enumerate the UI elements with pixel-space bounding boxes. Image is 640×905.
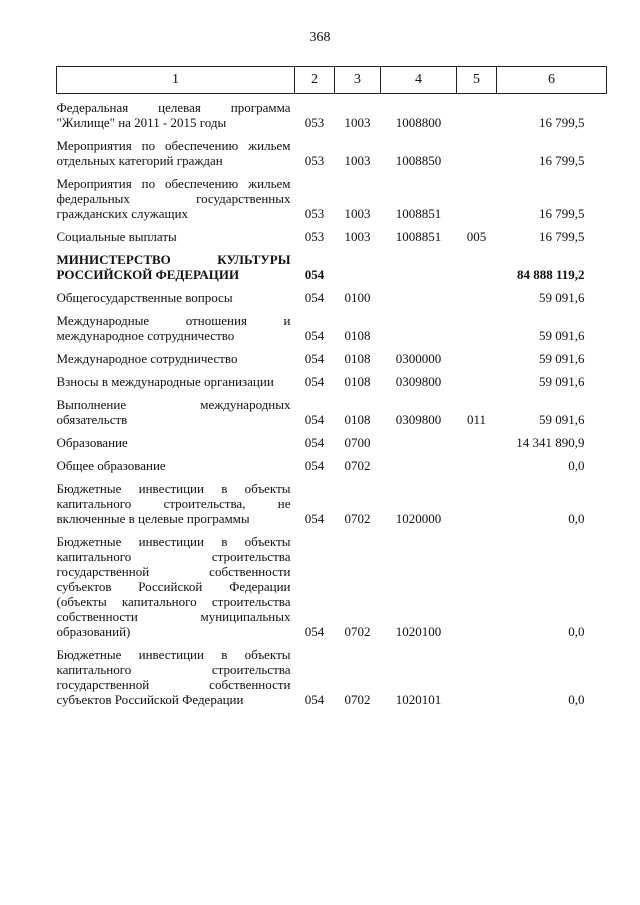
row-name: Бюджетные инвестиции в объекты капитального строительства государственной собственности субъектов Российской Федерации — [56, 647, 291, 707]
row-col-4: 1008800 — [395, 115, 442, 130]
row-name: Международные отношения и международное сотрудничество — [56, 313, 291, 343]
row-amount: 0,0 — [568, 458, 585, 473]
row-col-3: 1003 — [344, 153, 371, 168]
row-col-2: 053 — [304, 153, 325, 168]
row-col-3: 1003 — [344, 206, 371, 221]
row-col-5 — [457, 526, 497, 639]
row-amount: 14 341 890,9 — [516, 435, 585, 450]
table-row — [57, 366, 607, 389]
row-col-4 — [381, 427, 457, 450]
row-col-2: 054 — [304, 624, 325, 639]
row-col-3: 0108 — [344, 351, 371, 366]
row-col-2: 053 — [304, 229, 325, 244]
row-name: Бюджетные инвестиции в объекты капитального строительства, не включенные в целевые программы — [56, 481, 291, 526]
row-col-3: 1003 — [344, 229, 371, 244]
row-col-2: 054 — [304, 511, 325, 526]
table-row — [57, 639, 607, 707]
header-col-5: 5 — [457, 67, 497, 94]
row-amount: 0,0 — [568, 692, 585, 707]
row-name: Общее образование — [56, 458, 166, 473]
row-amount: 59 091,6 — [539, 328, 585, 343]
row-col-4: 1020100 — [395, 624, 442, 639]
header-col-3: 3 — [335, 67, 381, 94]
row-col-5 — [457, 473, 497, 526]
table-row — [57, 244, 607, 282]
row-col-3: 0702 — [344, 692, 371, 707]
table-row — [57, 343, 607, 366]
row-col-4 — [381, 305, 457, 343]
row-col-4: 1008850 — [395, 153, 442, 168]
table-header-row — [57, 67, 607, 94]
table-row — [57, 221, 607, 244]
row-amount: 16 799,5 — [539, 206, 585, 221]
page-number: 368 — [309, 30, 331, 45]
row-col-5 — [457, 244, 497, 282]
budget-table — [56, 66, 607, 707]
row-col-5 — [457, 639, 497, 707]
row-name: Бюджетные инвестиции в объекты капитального строительства государственной собственности субъектов Российской Федерации (объекты капитального строительства собственности муниципальных образований) — [56, 534, 291, 639]
row-col-5 — [457, 427, 497, 450]
table-row — [57, 389, 607, 427]
header-col-2: 2 — [295, 67, 335, 94]
row-amount: 59 091,6 — [539, 412, 585, 427]
table-row — [57, 305, 607, 343]
row-col-3: 0108 — [344, 412, 371, 427]
header-col-1: 1 — [57, 67, 295, 94]
row-col-3: 1003 — [344, 115, 371, 130]
header-col-6: 6 — [497, 67, 607, 94]
row-amount: 0,0 — [568, 624, 585, 639]
row-col-2: 053 — [304, 206, 325, 221]
row-col-3: 0702 — [344, 624, 371, 639]
row-amount: 16 799,5 — [539, 229, 585, 244]
row-amount: 59 091,6 — [539, 374, 585, 389]
row-col-5 — [457, 450, 497, 473]
row-name: Федеральная целевая программа "Жилище" на 2011 - 2015 годы — [56, 100, 291, 130]
row-col-4: 1020000 — [395, 511, 442, 526]
row-col-3 — [335, 244, 381, 282]
row-col-4: 1020101 — [395, 692, 442, 707]
row-col-5 — [457, 94, 497, 131]
row-name: Международное сотрудничество — [56, 351, 238, 366]
row-col-3: 0100 — [344, 290, 371, 305]
table-row — [57, 94, 607, 131]
row-name: МИНИСТЕРСТВО КУЛЬТУРЫ РОССИЙСКОЙ ФЕДЕРАЦИИ — [56, 252, 291, 282]
row-amount: 16 799,5 — [539, 153, 585, 168]
table-row — [57, 282, 607, 305]
table-row — [57, 168, 607, 221]
row-amount: 84 888 119,2 — [516, 267, 585, 282]
row-col-3: 0108 — [344, 374, 371, 389]
table-row — [57, 450, 607, 473]
row-col-2: 054 — [304, 435, 325, 450]
row-col-2: 054 — [304, 267, 325, 282]
row-col-3: 0702 — [344, 511, 371, 526]
row-col-2: 054 — [304, 374, 325, 389]
row-col-2: 054 — [304, 328, 325, 343]
row-col-4 — [381, 450, 457, 473]
row-col-4: 0309800 — [395, 374, 442, 389]
row-name: Общегосударственные вопросы — [56, 290, 233, 305]
row-col-4: 1008851 — [395, 206, 442, 221]
row-col-2: 054 — [304, 290, 325, 305]
row-amount: 59 091,6 — [539, 351, 585, 366]
table-row — [57, 427, 607, 450]
row-col-5: 005 — [466, 229, 487, 244]
row-col-4: 0309800 — [395, 412, 442, 427]
row-col-5: 011 — [466, 412, 487, 427]
row-col-4: 1008851 — [395, 229, 442, 244]
row-name: Социальные выплаты — [56, 229, 177, 244]
row-name: Мероприятия по обеспечению жильем отдельных категорий граждан — [56, 138, 291, 168]
table-row — [57, 526, 607, 639]
row-col-2: 054 — [304, 692, 325, 707]
row-col-4 — [381, 282, 457, 305]
row-amount: 16 799,5 — [539, 115, 585, 130]
row-name: Выполнение международных обязательств — [56, 397, 291, 427]
row-col-2: 054 — [304, 351, 325, 366]
row-col-4: 0300000 — [395, 351, 442, 366]
header-col-4: 4 — [381, 67, 457, 94]
row-amount: 59 091,6 — [539, 290, 585, 305]
row-col-2: 054 — [304, 458, 325, 473]
row-col-5 — [457, 343, 497, 366]
row-col-5 — [457, 168, 497, 221]
row-col-5 — [457, 305, 497, 343]
table-body — [57, 94, 607, 708]
row-col-3: 0700 — [344, 435, 371, 450]
row-name: Мероприятия по обеспечению жильем федеральных государственных гражданских служащих — [56, 176, 291, 221]
row-col-5 — [457, 366, 497, 389]
row-name: Образование — [56, 435, 128, 450]
row-col-5 — [457, 282, 497, 305]
row-col-2: 054 — [304, 412, 325, 427]
row-col-5 — [457, 130, 497, 168]
row-col-3: 0702 — [344, 458, 371, 473]
row-col-4 — [381, 244, 457, 282]
row-col-3: 0108 — [344, 328, 371, 343]
table-row — [57, 130, 607, 168]
row-col-2: 053 — [304, 115, 325, 130]
row-amount: 0,0 — [568, 511, 585, 526]
table-row — [57, 473, 607, 526]
row-name: Взносы в международные организации — [56, 374, 274, 389]
